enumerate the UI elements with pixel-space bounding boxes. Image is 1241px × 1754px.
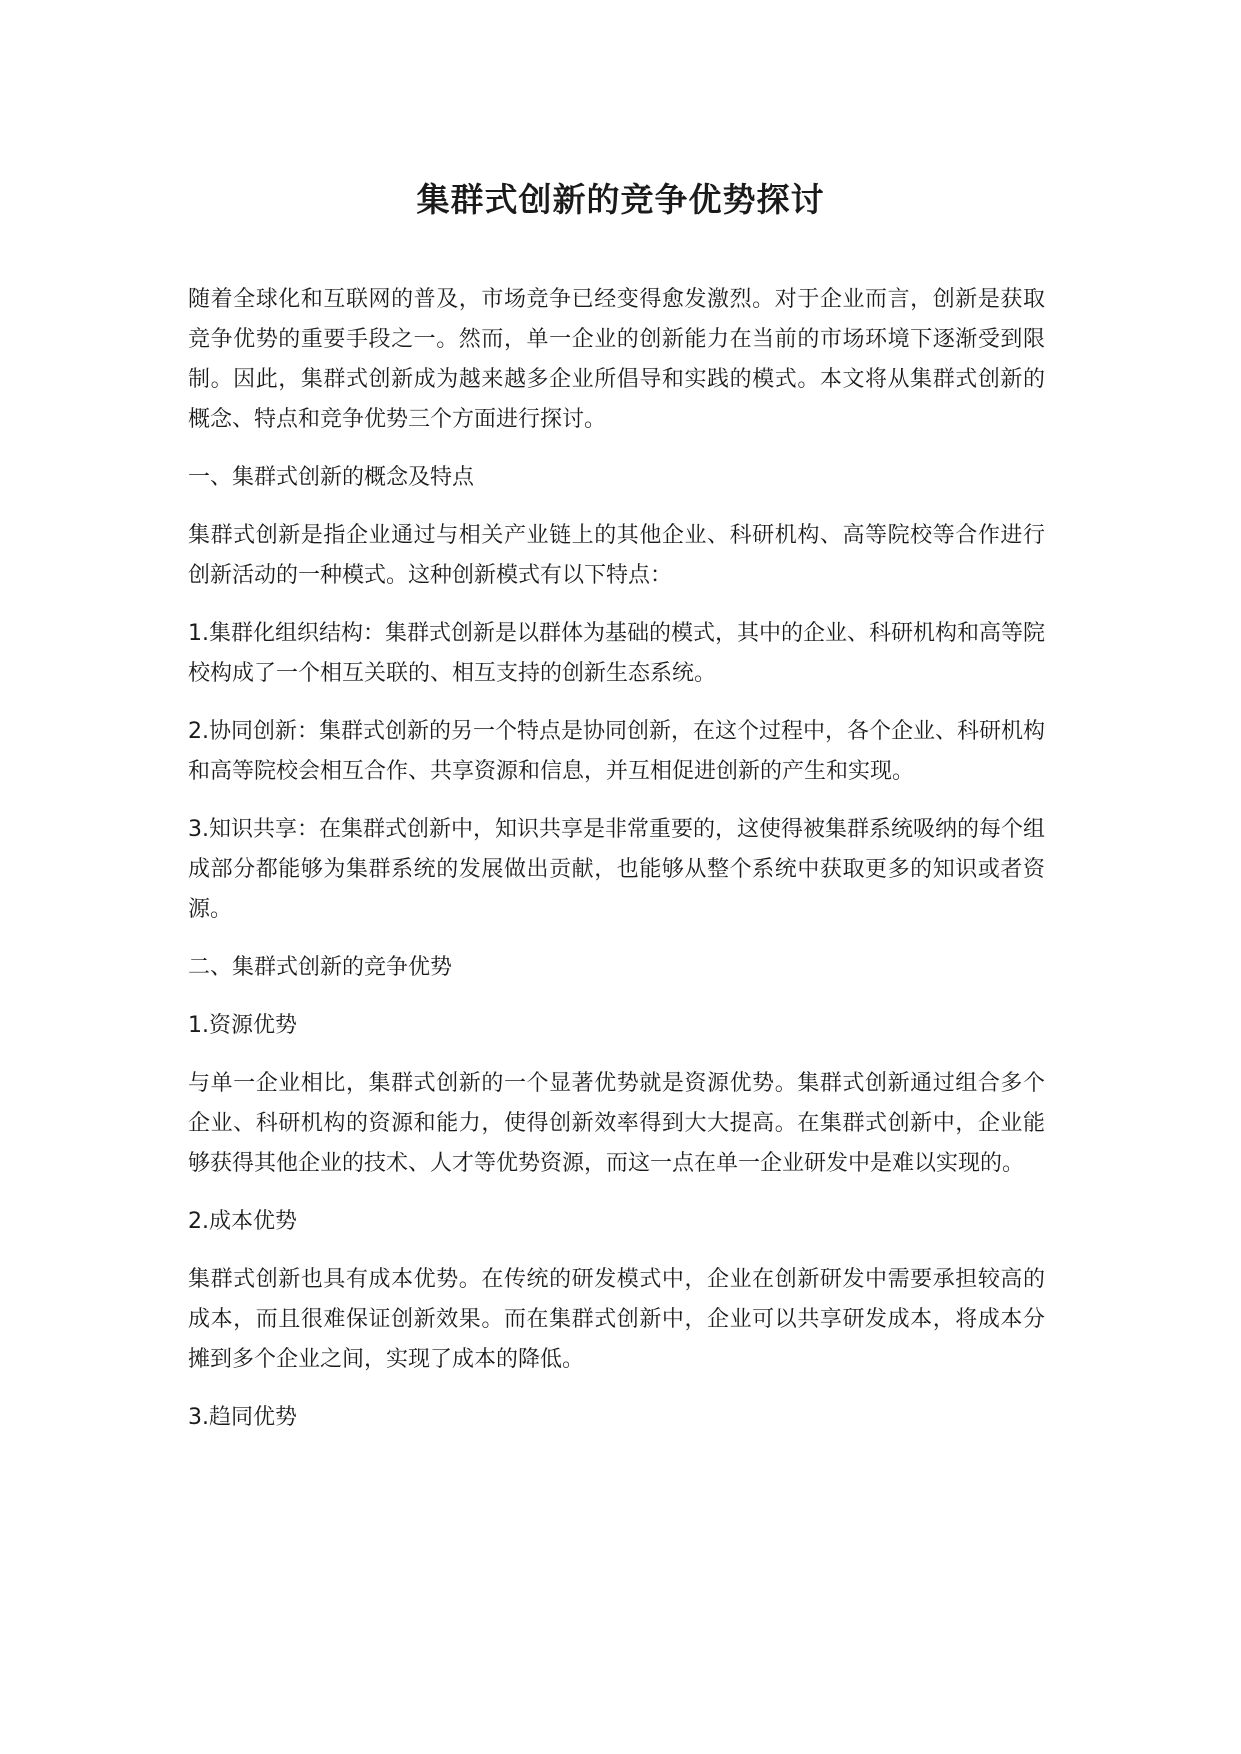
definition-paragraph: 集群式创新是指企业通过与相关产业链上的其他企业、科研机构、高等院校等合作进行创新活动的一种模式。这种创新模式有以下特点：	[188, 523, 1045, 588]
document-title: 集群式创新的竞争优势探讨	[416, 180, 825, 219]
subheading-convergence-advantage: 3.趋同优势	[188, 1405, 297, 1430]
cost-advantage-paragraph: 集群式创新也具有成本优势。在传统的研发模式中，企业在创新研发中需要承担较高的成本，而且很难保证创新效果。而在集群式创新中，企业可以共享研发成本，将成本分摊到多个企业之间，实现了成本的降低。	[188, 1267, 1045, 1372]
document-body	[188, 280, 1045, 1456]
section-heading-concept: 一、集群式创新的概念及特点	[188, 465, 475, 490]
subheading-cost-advantage: 2.成本优势	[188, 1209, 297, 1234]
section-heading-advantages: 二、集群式创新的竞争优势	[188, 955, 453, 980]
intro-paragraph: 随着全球化和互联网的普及，市场竞争已经变得愈发激烈。对于企业而言，创新是获取竞争优势的重要手段之一。然而，单一企业的创新能力在当前的市场环境下逐渐受到限制。因此，集群式创新成为越来越多企业所倡导和实践的模式。本文将从集群式创新的概念、特点和竞争优势三个方面进行探讨。	[188, 287, 1045, 432]
subheading-resource-advantage: 1.资源优势	[188, 1013, 297, 1038]
feature-item-knowledge-sharing: 3.知识共享：在集群式创新中，知识共享是非常重要的，这使得被集群系统吸纳的每个组成部分都能够为集群系统的发展做出贡献，也能够从整个系统中获取更多的知识或者资源。	[188, 817, 1045, 922]
feature-item-structure: 1.集群化组织结构：集群式创新是以群体为基础的模式，其中的企业、科研机构和高等院校构成了一个相互关联的、相互支持的创新生态系统。	[188, 621, 1045, 686]
resource-advantage-paragraph: 与单一企业相比，集群式创新的一个显著优势就是资源优势。集群式创新通过组合多个企业、科研机构的资源和能力，使得创新效率得到大大提高。在集群式创新中，企业能够获得其他企业的技术、人才等优势资源，而这一点在单一企业研发中是难以实现的。	[188, 1071, 1045, 1176]
feature-item-collaboration: 2.协同创新：集群式创新的另一个特点是协同创新，在这个过程中，各个企业、科研机构和高等院校会相互合作、共享资源和信息，并互相促进创新的产生和实现。	[188, 719, 1045, 784]
